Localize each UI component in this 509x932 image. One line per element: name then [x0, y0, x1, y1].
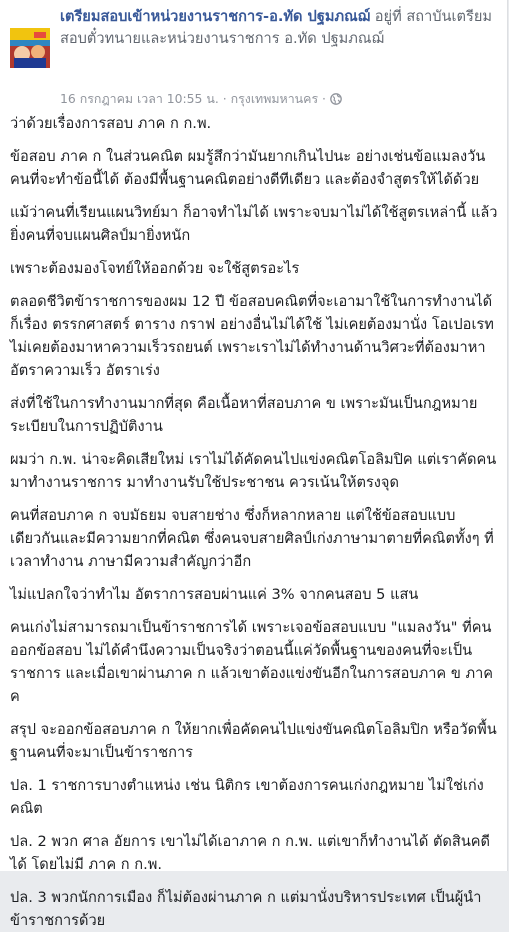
meta-separator-2: · — [318, 91, 330, 106]
post-meta — [60, 90, 342, 110]
post-paragraph: คนเก่งไม่สามารถมาเป็นข้าราชการได้ เพราะเจอข้อสอบแบบ "แมลงวัน" ที่คนออกข้อสอบ ไม่ได้คำนึงความเป็นจริงว่าตอนนี้แค่วัดพื้นฐานของคนที่จะเป็นราชการ และเมื่อเขาผ่านภาค ก แล้วเขาต้องแข่งขันอีกในการสอบภาค ข ภาค ค — [10, 619, 494, 705]
post-paragraph: แม้ว่าคนที่เรียนแผนวิทย์มา ก็อาจทำไม่ได้ เพราะจบมาไม่ได้ใช้สูตรเหล่านี้ แล้วยิ่งคนที่จบแผนศิลป์มายิ่งหนัก — [10, 204, 498, 244]
post-header — [0, 0, 507, 112]
meta-separator: · — [218, 91, 231, 106]
globe-icon[interactable] — [330, 92, 342, 110]
post-paragraph: ผมว่า ก.พ. น่าจะคิดเสียใหม่ เราไม่ได้คัดคนไปแข่งคณิตโอลิมปิค แต่เราคัดคนมาทำงานราชการ มาทำงานรับใช้ประชาชน ควรเน้นให้ตรงจุด — [10, 451, 497, 491]
post-paragraph: คนที่สอบภาค ก จบมัธยม จบสายช่าง ซึ่งก็หลากหลาย แต่ใช้ข้อสอบแบบเดียวกันและมีความยากที่คณิต ซึ่งคนจบสายศิลป์เก่งภาษามาตายที่คณิตทั้งๆ ที่เวลาทำงาน ภาษามีความสำคัญกว่าอีก — [10, 507, 494, 570]
post-paragraph: ไม่แปลกใจว่าทำไม อัตราการสอบผ่านแค่ 3% จากคนสอบ 5 แสน — [10, 586, 419, 603]
location-text: อยู่ที่ สถาบันเตรียมสอบตั๋วทนายและหน่วยงานราชการ อ.ทัด ปฐมภณฌ์ — [60, 8, 492, 47]
post-body — [10, 112, 502, 932]
post-paragraph: ปล. 1 ราชการบางตำแหน่ง เช่น นิติกร เขาต้องการคนเก่งกฎหมาย ไม่ใช่เก่ง คณิต — [10, 777, 484, 817]
post-author-line — [60, 6, 505, 50]
post-paragraph: เพราะต้องมองโจทย์ให้ออกด้วย จะใช้สูตรอะไร — [10, 260, 300, 277]
post-paragraph: ปล. 2 พวก ศาล อัยการ เขาไม่ได้เอาภาค ก ก.พ. แต่เขาก็ทำงานได้ ตัดสินคดีได้ โดยไม่มี ภาค ก ก.พ. — [10, 833, 491, 873]
post-paragraph: สรุป จะออกข้อสอบภาค ก ให้ยากเพื่อคัดคนไปแข่งขันคณิตโอลิมปิก หรือวัดพื้นฐานคนที่จะมาเป็นข้าราชการ — [10, 721, 497, 761]
post-place[interactable]: กรุงเทพมหานคร — [230, 91, 319, 106]
post-paragraph: ตลอดชีวิตข้าราชการของผม 12 ปี ข้อสอบคณิตที่จะเอามาใช้ในการทำงานได้ ก็เรื่อง ตรรกศาสตร์ ตาราง กราฟ อย่างอื่นไม่ได้ใช้ ไม่เคยต้องมานั่ง โอเปอเรท ไม่เคยต้องมาหาความเร็วรถยนต์ เพราะเราไม่ได้ทำงานด้านวิศวะที่ต้องมาหาอัตราความเร็ว อัตราเร่ง — [10, 293, 494, 379]
author-name-link[interactable]: เตรียมสอบเข้าหน่วยงานราชการ-อ.ทัด ปฐมภณฌ์ — [60, 8, 371, 25]
post-paragraph: ข้อสอบ ภาค ก ในส่วนคณิต ผมรู้สึกว่ามันยากเกินไปนะ อย่างเช่นข้อแมลงวัน คนที่จะทำข้อนี้ได้ ต้องมีพื้นฐานคณิตอย่างดีทีเดียว และต้องจำสูตรให้ได้ด้วย — [10, 148, 486, 188]
post-paragraph: ปล. 3 พวกนักการเมือง ก็ไม่ต้องผ่านภาค ก แต่มานั่งบริหารประเทศ เป็นผู้นำข้าราชการด้วย — [10, 889, 482, 929]
post-paragraph: ว่าด้วยเรื่องการสอบ ภาค ก ก.พ. — [10, 115, 212, 132]
avatar-image — [10, 28, 50, 68]
page-avatar[interactable] — [10, 28, 50, 68]
post-paragraph: ส่งที่ใช้ในการทำงานมากที่สุด คือเนื้อหาที่สอบภาค ข เพราะมันเป็นกฎหมาย ระเบียบในการปฏิบัติงาน — [10, 395, 478, 435]
post-date[interactable]: 16 กรกฎาคม เวลา 10:55 น. — [60, 91, 219, 106]
